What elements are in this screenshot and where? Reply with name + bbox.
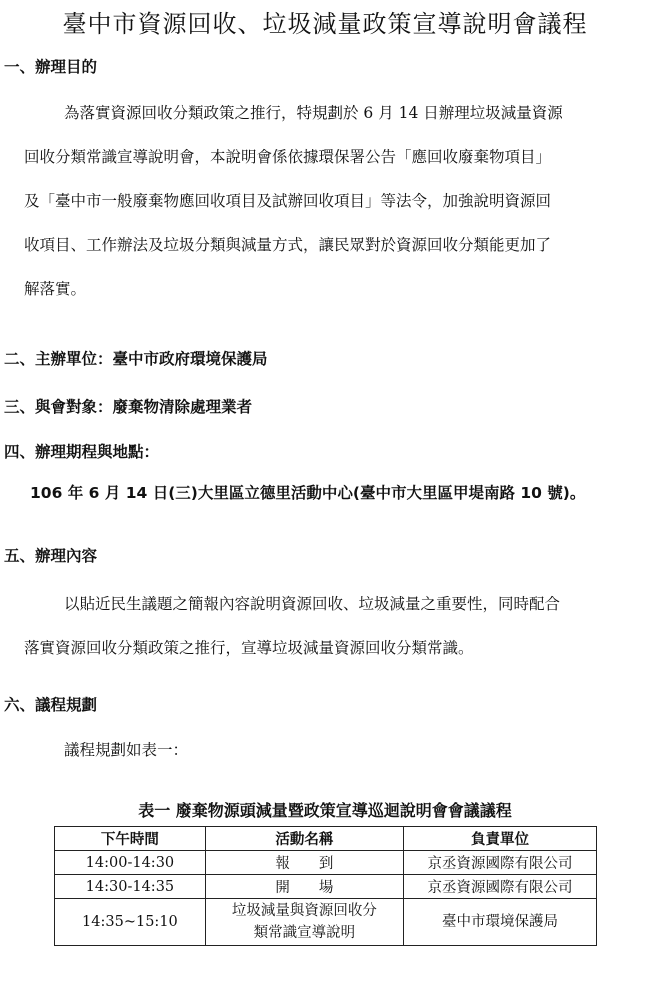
table-caption: 表一 廢棄物源頭減量暨政策宣導巡迴說明會會議議程: [138, 801, 512, 820]
cell-activity: [205, 899, 403, 946]
cell-activity-line: 垃圾減量與資源回收分: [231, 903, 377, 919]
purpose-line: 為落實資源回收分類政策之推行，特規劃於 6 月 14 日辦理垃圾減量資源: [64, 104, 563, 122]
section-purpose-body: [24, 91, 636, 311]
cell-unit: 京丞資源國際有限公司: [403, 875, 596, 899]
content-line: 以貼近民生議題之簡報內容說明資源回收、垃圾減量之重要性，同時配合: [64, 595, 561, 613]
section-content-body: [24, 582, 636, 670]
content-line: 落實資源回收分類政策之推行，宣導垃圾減量資源回收分類常識。: [24, 639, 474, 657]
cell-activity: 開 場: [205, 875, 403, 899]
cell-time: 14:35~15:10: [55, 899, 206, 946]
header-unit: 負責單位: [403, 827, 596, 851]
cell-activity-line: 類常識宣導說明: [253, 925, 356, 941]
section-purpose-heading: 一、辦理目的: [4, 58, 98, 76]
section-content-heading: 五、辦理內容: [4, 547, 98, 565]
table-row: [55, 899, 597, 946]
table-header-row: [55, 827, 597, 851]
cell-activity: 報 到: [205, 851, 403, 875]
schedule-detail: 106 年 6 月 14 日(三)大里區立德里活動中心(臺中市大里區甲堤南路 10 號)。: [30, 484, 586, 502]
agenda-note: 議程規劃如表一：: [64, 741, 189, 759]
cell-time: 14:00-14:30: [55, 851, 206, 875]
header-time: 下午時間: [55, 827, 206, 851]
section-organizer: 二、主辦單位：臺中市政府環境保護局: [4, 350, 268, 368]
header-activity: 活動名稱: [205, 827, 403, 851]
section-audience: 三、與會對象：廢棄物清除處理業者: [4, 398, 253, 416]
table-row: [55, 875, 597, 899]
cell-time: 14:30-14:35: [55, 875, 206, 899]
cell-unit: 京丞資源國際有限公司: [403, 851, 596, 875]
cell-unit: 臺中市環境保護局: [403, 899, 596, 946]
table-row: [55, 851, 597, 875]
agenda-table: [54, 826, 597, 946]
purpose-line: 及「臺中市一般廢棄物應回收項目及試辦回收項目」等法令，加強說明資源回: [24, 192, 552, 210]
purpose-line: 解落實。: [24, 280, 87, 298]
purpose-line: 回收分類常識宣導說明會，本說明會係依據環保署公告「應回收廢棄物項目」: [24, 148, 552, 166]
page-title: 臺中市資源回收、垃圾減量政策宣導說明會議程: [62, 10, 588, 38]
section-schedule-heading: 四、辦理期程與地點：: [4, 443, 160, 461]
section-agenda-heading: 六、議程規劃: [4, 696, 98, 714]
purpose-line: 收項目、工作辦法及垃圾分類與減量方式，讓民眾對於資源回收分類能更加了: [24, 236, 552, 254]
